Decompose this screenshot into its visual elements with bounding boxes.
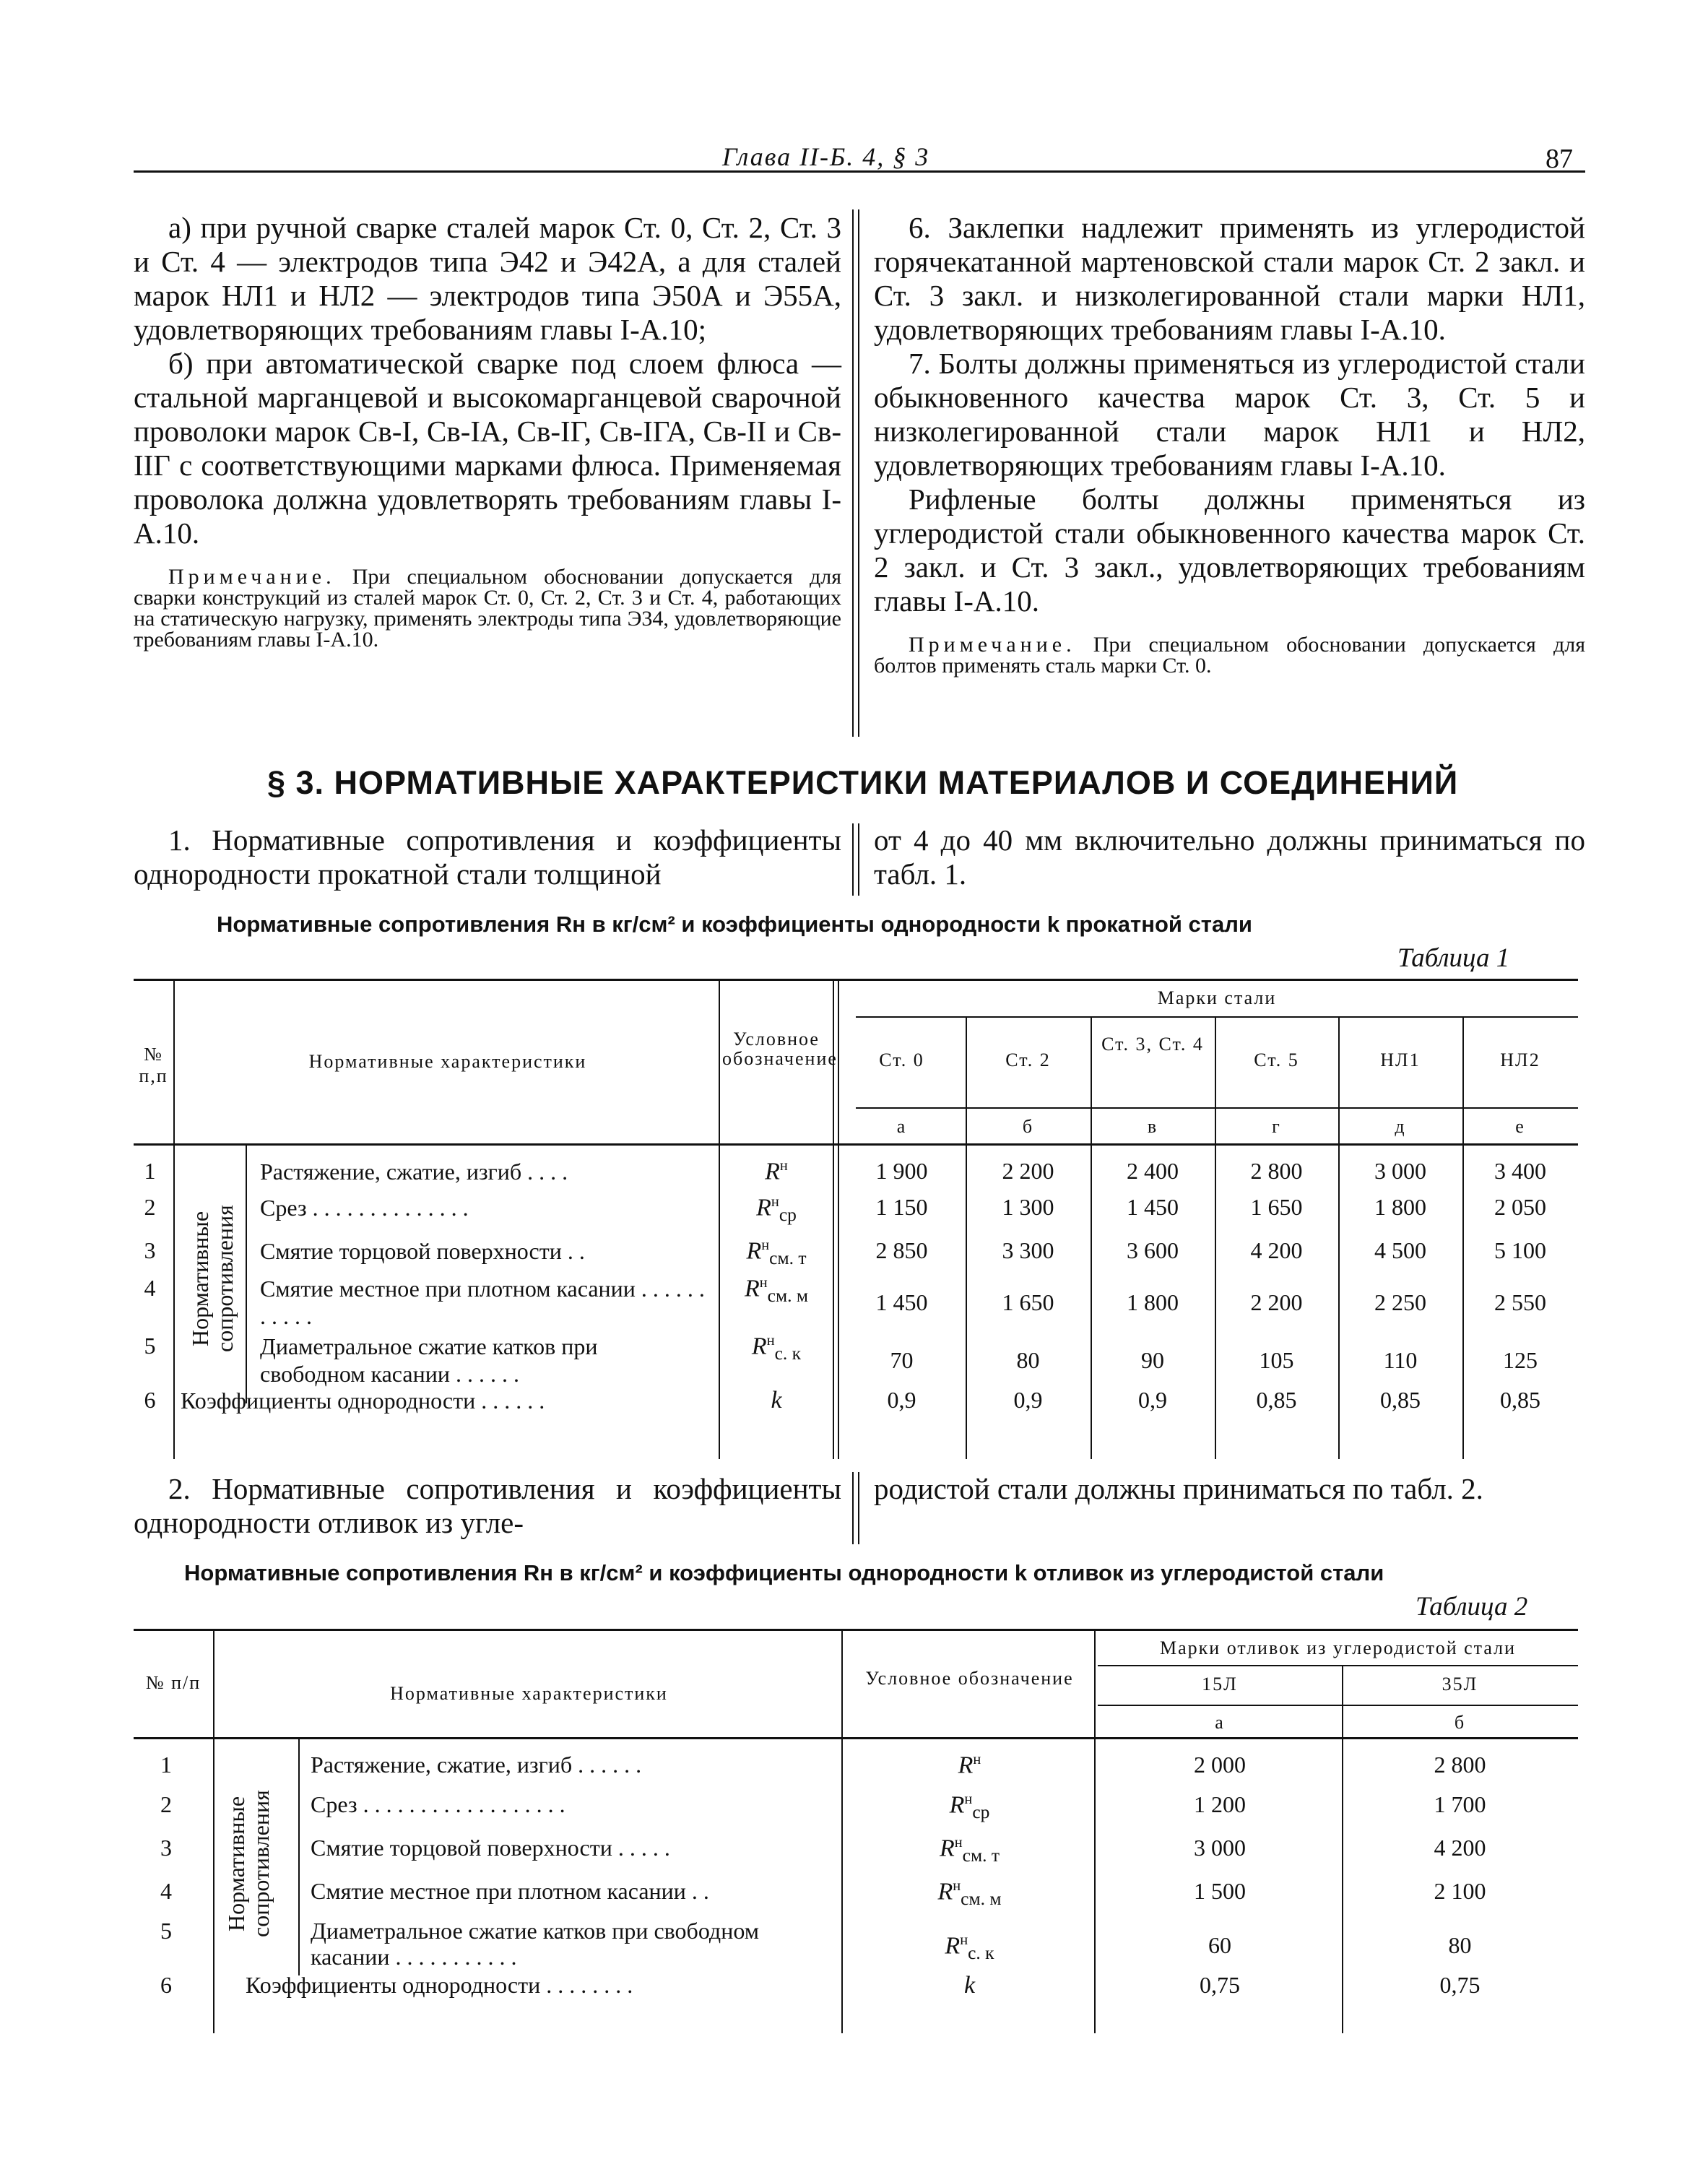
col-header-num: № п,п bbox=[139, 1044, 168, 1086]
row-label: Смятие торцовой поверхности . . bbox=[260, 1238, 585, 1264]
table-cell: 4 200 bbox=[1434, 1835, 1486, 1861]
paragraph-7: 7. Болты должны применяться из углеродистой стали обыкновенного качества марок Ст. 3, Ст. 5 и низколегированной стали марок НЛ1 и НЛ2, удовлетворяющих требованиям главы I-А.10. bbox=[874, 347, 1585, 482]
row-label: Растяжение, сжатие, изгиб . . . . . . bbox=[311, 1752, 642, 1778]
table-cell: 1 650 bbox=[1250, 1194, 1303, 1220]
table-cell: 1 900 bbox=[875, 1158, 928, 1184]
table-cell: 2 200 bbox=[1002, 1158, 1054, 1184]
header-rule bbox=[134, 170, 1585, 173]
table-cell: 80 bbox=[1448, 1932, 1472, 1958]
running-header: Глава II-Б. 4, § 3 bbox=[722, 142, 930, 171]
row-symbol: $R^н_{ср}$ bbox=[949, 1791, 990, 1823]
col-header-steel: Ст. 5 bbox=[1254, 1049, 1299, 1070]
table-cell: 80 bbox=[1016, 1347, 1040, 1373]
table-cell: 0,75 bbox=[1439, 1972, 1481, 1998]
table1-label: Таблица 1 bbox=[1397, 943, 1510, 973]
table-rule bbox=[213, 1629, 214, 2033]
row-label: Диаметральное сжатие катков при свободном касании . . . . . . . . . . . bbox=[311, 1918, 759, 1970]
row-symbol: $R^н_{см. т}$ bbox=[939, 1835, 1000, 1866]
page-number: 87 bbox=[1546, 144, 1573, 174]
row-number: 5 bbox=[144, 1333, 156, 1359]
table-cell: 2 550 bbox=[1494, 1289, 1546, 1315]
table-cell: 2 850 bbox=[875, 1237, 928, 1263]
col-header-group: Марки отливок из углеродистой стали bbox=[1160, 1637, 1516, 1658]
col-header-letter: е bbox=[1515, 1116, 1525, 1137]
row-symbol: k bbox=[771, 1387, 782, 1414]
table2-caption: Нормативные сопротивления Rн в кг/см² и коэффициенты однородности k отливок из углеродистой стали bbox=[184, 1560, 1384, 1585]
col-header-letter: а bbox=[896, 1116, 907, 1137]
table-cell: 2 250 bbox=[1374, 1289, 1426, 1315]
table-cell: 1 150 bbox=[875, 1194, 928, 1220]
col-header-symbol: Условное обозначение bbox=[865, 1668, 1074, 1689]
note-left bbox=[134, 566, 841, 650]
table-cell: 2 050 bbox=[1494, 1194, 1546, 1220]
row-number: 4 bbox=[144, 1275, 156, 1301]
col-header-characteristics: Нормативные характеристики bbox=[390, 1683, 668, 1704]
table-cell: 105 bbox=[1259, 1347, 1294, 1373]
para2-left bbox=[134, 1472, 841, 1540]
table-cell: 0,75 bbox=[1200, 1972, 1240, 1998]
column-divider bbox=[852, 1472, 854, 1544]
table-rule bbox=[298, 1737, 300, 1975]
row-label: Коэффициенты однородности . . . . . . . . bbox=[246, 1972, 633, 1998]
col-header-steel: 15Л bbox=[1202, 1674, 1238, 1695]
row-number: 3 bbox=[144, 1237, 156, 1263]
table-cell: 4 500 bbox=[1374, 1237, 1426, 1263]
table-rule bbox=[1094, 1629, 1096, 2033]
para1-left-text: 1. Нормативные сопротивления и коэффициенты однородности прокатной стали толщиной bbox=[134, 823, 841, 891]
table-cell: 3 000 bbox=[1194, 1835, 1246, 1861]
table-cell: 3 000 bbox=[1374, 1158, 1426, 1184]
row-symbol: $R^н_{ср}$ bbox=[756, 1194, 797, 1226]
table-rule bbox=[856, 1107, 1578, 1109]
column-divider bbox=[858, 209, 859, 737]
para1-right-text: от 4 до 40 мм включительно должны приниматься по табл. 1. bbox=[874, 823, 1585, 891]
table-rule bbox=[246, 1143, 247, 1403]
row-symbol: $R^н_{с. к}$ bbox=[751, 1333, 802, 1364]
col-header-steel: Ст. 0 bbox=[879, 1049, 924, 1070]
col-header-steel: Ст. 3, Ст. 4 bbox=[1101, 1034, 1204, 1055]
table1-caption: Нормативные сопротивления Rн в кг/см² и коэффициенты однородности k прокатной стали bbox=[217, 912, 1252, 937]
table2 bbox=[134, 1629, 1578, 2033]
table-cell: 1 650 bbox=[1002, 1289, 1054, 1315]
table-cell: 110 bbox=[1383, 1347, 1418, 1373]
table-rule bbox=[134, 1143, 1578, 1146]
para2-right-text: родистой стали должны приниматься по табл. 2. bbox=[874, 1472, 1483, 1505]
table-cell: 1 450 bbox=[875, 1289, 928, 1315]
note-text: При специальном обосновании допускается для сварки конструкций из сталей марок Ст. 0, Ст. 2, Ст. 3 и Ст. 4, работающих на статическую нагрузку, применять электроды типа Э34, удовлетворяющие требованиям главы I-А.10. bbox=[134, 565, 841, 652]
table-rule bbox=[173, 979, 175, 1459]
table-cell: 1 700 bbox=[1434, 1791, 1486, 1817]
col-header-steel: 35Л bbox=[1442, 1674, 1478, 1695]
table-cell: 2 000 bbox=[1194, 1752, 1246, 1778]
col-header-letter: б bbox=[1454, 1712, 1466, 1733]
table-cell: 90 bbox=[1141, 1347, 1164, 1373]
note-label: Примечание. bbox=[168, 565, 336, 589]
row-label: Диаметральное сжатие катков при свободном касании . . . . . . bbox=[260, 1333, 598, 1387]
col-header-letter: г bbox=[1272, 1116, 1281, 1137]
row-number: 2 bbox=[160, 1791, 172, 1817]
section-title: § 3. НОРМАТИВНЫЕ ХАРАКТЕРИСТИКИ МАТЕРИАЛОВ И СОЕДИНЕНИЙ bbox=[267, 764, 1459, 801]
table-cell: 2 200 bbox=[1250, 1289, 1303, 1315]
table-cell: 1 800 bbox=[1374, 1194, 1426, 1220]
row-number: 6 bbox=[144, 1387, 156, 1413]
table-cell: 0,9 bbox=[887, 1387, 916, 1413]
column-divider bbox=[852, 823, 854, 896]
col-header-letter: в bbox=[1147, 1116, 1158, 1137]
row-label: Коэффициенты однородности . . . . . . bbox=[181, 1388, 545, 1414]
col-header-letter: д bbox=[1395, 1116, 1406, 1137]
table-rule bbox=[856, 1016, 1578, 1018]
table1 bbox=[134, 979, 1578, 1459]
table-cell: 1 450 bbox=[1127, 1194, 1179, 1220]
row-number: 3 bbox=[160, 1835, 172, 1861]
right-column bbox=[874, 211, 1585, 676]
row-symbol: $R^н_{см. т}$ bbox=[746, 1237, 807, 1269]
table-cell: 0,85 bbox=[1256, 1387, 1297, 1413]
row-symbol: $R^н$ bbox=[958, 1752, 981, 1779]
table-rule bbox=[134, 1629, 1578, 1631]
row-number: 6 bbox=[160, 1972, 172, 1998]
table-cell: 4 200 bbox=[1250, 1237, 1303, 1263]
paragraph-b: б) при автоматической сварке под слоем флюса — стальной марганцевой и высокомарганцевой сварочной проволоки марок Св-I, Св-IА, Св-IГ, Св-IГА, Св-II и Св-IIГ с соответствующими марками флюса. Применяемая проволока должна удовлетворять требованиям главы I-А.10. bbox=[134, 347, 841, 550]
table-cell: 0,85 bbox=[1500, 1387, 1540, 1413]
table-rule bbox=[1098, 1705, 1578, 1706]
table-cell: 70 bbox=[890, 1347, 914, 1373]
row-symbol: $R^н_{см. м}$ bbox=[937, 1878, 1002, 1910]
group-label: Нормативные сопротивления bbox=[223, 1790, 274, 1937]
table-cell: 1 200 bbox=[1194, 1791, 1246, 1817]
table-cell: 1 800 bbox=[1127, 1289, 1179, 1315]
col-header-symbol: Условное обозначение bbox=[722, 1029, 838, 1069]
table-cell: 1 500 bbox=[1194, 1878, 1246, 1904]
column-divider bbox=[852, 209, 854, 737]
paragraph-8: Рифленые болты должны применяться из углеродистой стали обыкновенного качества марок Ст. 2 закл. и Ст. 3 закл., удовлетворяющих требованиям главы I-А.10. bbox=[874, 482, 1585, 618]
note-label: Примечание. bbox=[909, 633, 1076, 657]
row-symbol: $R^н_{см. м}$ bbox=[744, 1275, 809, 1307]
col-header-letter: а bbox=[1215, 1712, 1225, 1733]
table-cell: 0,9 bbox=[1138, 1387, 1167, 1413]
para1-right bbox=[874, 823, 1585, 891]
row-label: Срез . . . . . . . . . . . . . . . . . . bbox=[311, 1791, 565, 1817]
col-header-num: № п/п bbox=[145, 1672, 201, 1693]
col-header-characteristics: Нормативные характеристики bbox=[308, 1051, 587, 1072]
group-label: Нормативные сопротивления bbox=[187, 1205, 238, 1352]
table-cell: 0,85 bbox=[1380, 1387, 1421, 1413]
table-cell: 125 bbox=[1503, 1347, 1538, 1373]
paragraph-6: 6. Заклепки надлежит применять из углеродистой горячекатанной мартеновской стали марок Ст. 2 закл. и Ст. 3 закл. и низколегированной стали марки НЛ1, удовлетворяющих требованиям главы I-А.10. bbox=[874, 211, 1585, 346]
left-column bbox=[134, 211, 841, 650]
row-symbol: $R^н$ bbox=[765, 1158, 788, 1185]
table-cell: 1 300 bbox=[1002, 1194, 1054, 1220]
table-rule bbox=[1098, 1665, 1578, 1666]
column-divider bbox=[858, 1472, 859, 1544]
row-number: 4 bbox=[160, 1878, 172, 1904]
table-cell: 60 bbox=[1208, 1932, 1231, 1958]
col-header-steel: НЛ1 bbox=[1380, 1049, 1421, 1070]
col-header-group: Марки стали bbox=[1157, 987, 1277, 1008]
table-cell: 3 600 bbox=[1127, 1237, 1179, 1263]
row-label: Смятие местное при плотном касании . . bbox=[311, 1878, 709, 1904]
row-number: 5 bbox=[160, 1918, 172, 1944]
col-header-letter: б bbox=[1022, 1116, 1034, 1137]
note-text: При специальном обосновании допускается для болтов применять сталь марки Ст. 0. bbox=[874, 633, 1585, 678]
table-rule bbox=[134, 1737, 1578, 1739]
row-label: Растяжение, сжатие, изгиб . . . . bbox=[260, 1159, 568, 1185]
table-cell: 2 100 bbox=[1434, 1878, 1486, 1904]
column-divider bbox=[858, 823, 859, 896]
table2-label: Таблица 2 bbox=[1416, 1592, 1528, 1622]
row-number: 1 bbox=[160, 1752, 172, 1778]
row-label: Срез . . . . . . . . . . . . . . bbox=[260, 1195, 469, 1221]
paragraph-a: а) при ручной сварке сталей марок Ст. 0, Ст. 2, Ст. 3 и Ст. 4 — электродов типа Э42 и Э42А, а для сталей марок НЛ1 и НЛ2 — электродов типа Э50А и Э55А, удовлетворяющих требованиям главы I-А.10; bbox=[134, 211, 841, 346]
row-label: Смятие торцовой поверхности . . . . . bbox=[311, 1835, 670, 1861]
table-cell: 2 800 bbox=[1250, 1158, 1303, 1184]
row-number: 2 bbox=[144, 1194, 156, 1220]
col-header-steel: Ст. 2 bbox=[1005, 1049, 1051, 1070]
para1-left bbox=[134, 823, 841, 891]
para2-left-text: 2. Нормативные сопротивления и коэффициенты однородности отливок из угле- bbox=[134, 1472, 841, 1539]
row-symbol: k bbox=[963, 1972, 976, 1999]
table-cell: 3 400 bbox=[1494, 1158, 1546, 1184]
table-cell: 2 400 bbox=[1127, 1158, 1179, 1184]
table-rule bbox=[134, 979, 1578, 981]
table-cell: 0,9 bbox=[1013, 1387, 1043, 1413]
table-cell: 5 100 bbox=[1494, 1237, 1546, 1263]
row-symbol: $R^н_{с. к}$ bbox=[945, 1932, 994, 1964]
table-cell: 3 300 bbox=[1002, 1237, 1054, 1263]
col-header-steel: НЛ2 bbox=[1500, 1049, 1540, 1070]
para2-right bbox=[874, 1472, 1585, 1506]
row-number: 1 bbox=[144, 1158, 156, 1184]
note-right bbox=[874, 634, 1585, 676]
table-rule bbox=[841, 1629, 843, 2033]
row-label: Смятие местное при плотном касании . . . . . . . . . . . bbox=[260, 1276, 705, 1329]
table-rule bbox=[719, 979, 720, 1459]
table-cell: 2 800 bbox=[1434, 1752, 1486, 1778]
